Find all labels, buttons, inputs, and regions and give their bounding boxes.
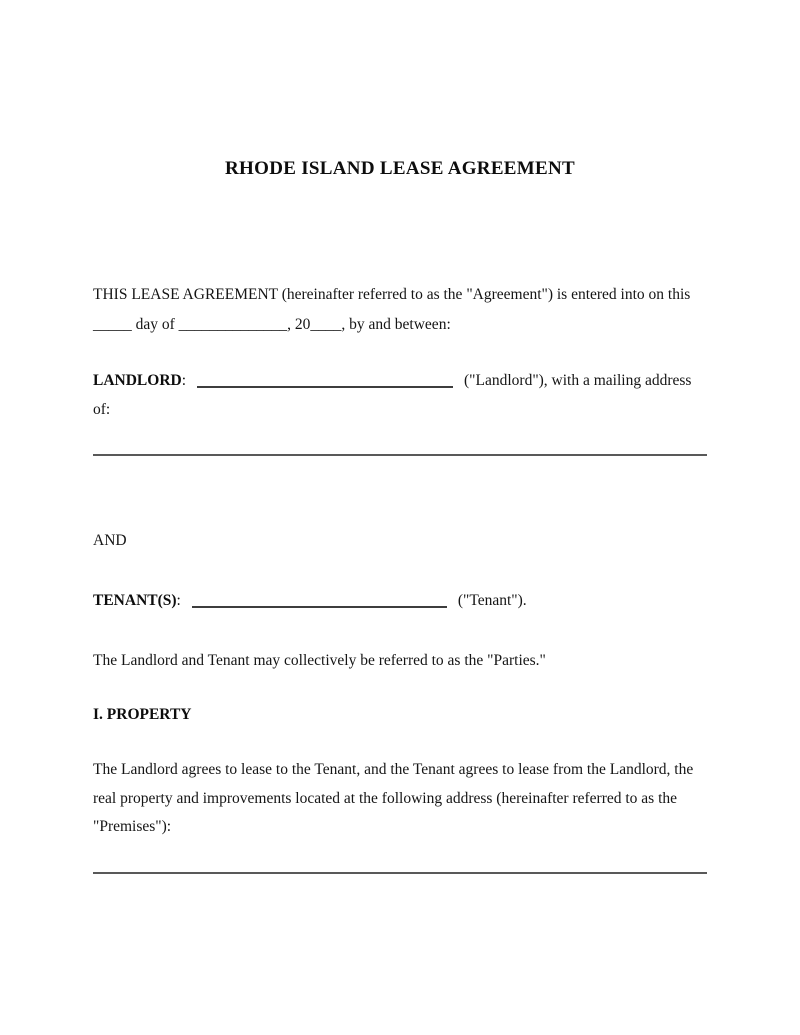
year-blank[interactable]: ____	[310, 316, 342, 333]
intro-text-year-prefix: , 20	[287, 316, 311, 333]
parties-clause: The Landlord and Tenant may collectively be referred to as the "Parties."	[93, 652, 546, 669]
month-blank[interactable]: ______________	[178, 316, 288, 333]
intro-paragraph	[93, 280, 707, 340]
landlord-label: LANDLORD	[93, 372, 182, 389]
tenant-paragraph	[93, 586, 707, 616]
intro-text-after: , by and between:	[341, 316, 451, 333]
tenant-suffix: ("Tenant").	[457, 592, 527, 609]
landlord-name-blank[interactable]	[197, 386, 453, 388]
intro-text-before: THIS LEASE AGREEMENT (hereinafter referred to as the "Agreement") is entered into on this	[93, 286, 691, 303]
tenant-colon: :	[176, 592, 181, 609]
property-section-heading: I. PROPERTY	[93, 706, 192, 723]
day-blank[interactable]: _____	[93, 316, 132, 333]
landlord-colon: :	[181, 372, 187, 389]
landlord-suffix: ("Landlord"), with a mailing address of:	[93, 372, 692, 418]
document-title: RHODE ISLAND LEASE AGREEMENT	[225, 158, 575, 179]
premises-address-blank-line[interactable]	[93, 872, 707, 874]
landlord-paragraph	[93, 366, 707, 424]
landlord-address-blank-line[interactable]	[93, 454, 707, 456]
property-section-body: The Landlord agrees to lease to the Tenant, and the Tenant agrees to lease from the Landlord, the real property and improvements located at the following address (hereinafter referred to as the "Premises"):	[93, 761, 694, 835]
intro-text-day-of: day of	[131, 316, 179, 333]
tenant-name-blank[interactable]	[192, 606, 447, 608]
conjunction-text: AND	[93, 532, 127, 549]
tenant-label: TENANT(S)	[93, 592, 177, 609]
